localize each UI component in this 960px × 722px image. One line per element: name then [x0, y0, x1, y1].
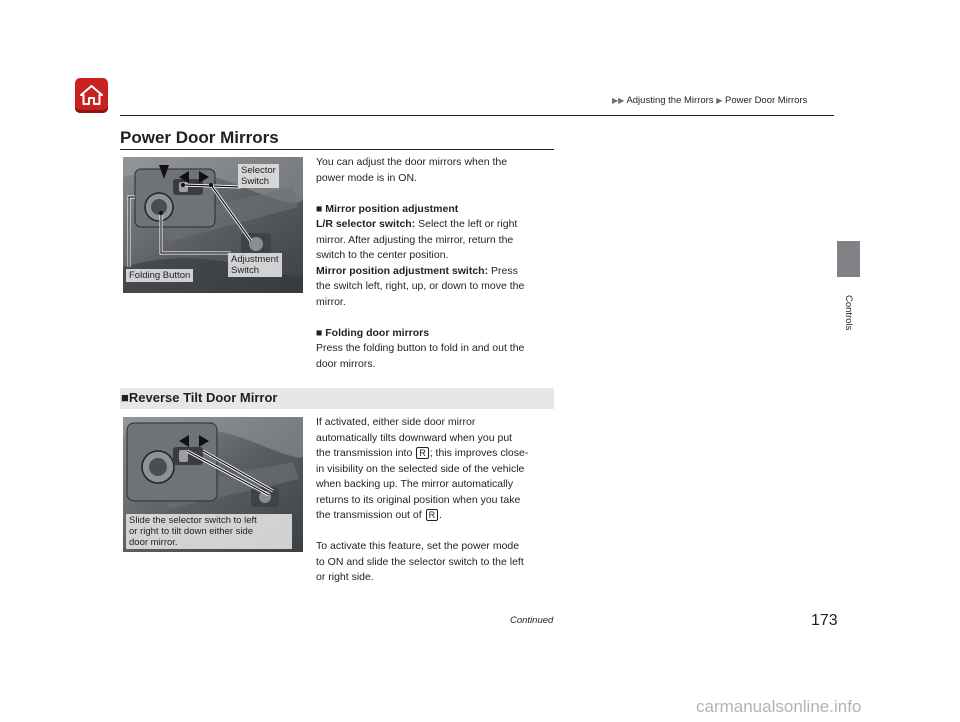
breadcrumb-item[interactable]: Power Door Mirrors — [725, 95, 808, 106]
body-line: L/R selector switch: Select the left or right — [316, 218, 518, 230]
square-bullet-icon: ■ — [316, 326, 323, 339]
selector-switch-callout: Selector Switch — [238, 164, 279, 188]
breadcrumb — [612, 95, 807, 106]
adjustment-switch-callout: Adjustment Switch — [228, 253, 282, 277]
title-rule — [120, 149, 554, 150]
body-line: mirror. After adjusting the mirror, return the — [316, 233, 514, 246]
body-line: Press the folding button to fold in and out the — [316, 342, 525, 354]
home-icon — [79, 83, 104, 107]
mirror-controls-figure — [123, 157, 303, 293]
body-line: to ON and slide the selector switch to the left — [316, 555, 524, 568]
body-line: To activate this feature, set the power mode — [316, 540, 520, 552]
triangle-right-icon: ▶ — [716, 96, 723, 105]
triangle-right-icon: ▶▶ — [612, 96, 625, 105]
square-bullet-icon: ■ — [316, 202, 323, 215]
side-tab-marker — [837, 241, 860, 277]
body-line: If activated, either side door mirror — [316, 416, 476, 428]
intro-line: power mode is in ON. — [316, 171, 417, 184]
reverse-gear-key: R — [416, 447, 429, 459]
body-line: Mirror position adjustment switch: Press — [316, 264, 518, 277]
slide-selector-callout: Slide the selector switch to left or right to tilt down either side door mirror. — [126, 514, 292, 549]
section2-text — [316, 415, 556, 586]
body-line: the switch left, right, up, or down to move the — [316, 280, 525, 292]
subheading-folding-mirrors: ■ Folding door mirrors — [316, 326, 430, 339]
header-rule — [120, 115, 834, 116]
folding-button-callout: Folding Button — [126, 269, 193, 282]
body-line: the transmission into R ; this improves close- — [316, 447, 529, 459]
section2-heading: ■Reverse Tilt Door Mirror — [121, 390, 278, 405]
body-line: returns to its original position when you take — [316, 493, 521, 506]
square-bullet-icon: ■ — [121, 390, 129, 405]
continued-label: Continued — [510, 615, 554, 626]
page-number: 173 — [811, 612, 838, 629]
intro-line: You can adjust the door mirrors when the — [316, 156, 508, 168]
body-line: or right side. — [316, 571, 374, 583]
reverse-tilt-figure — [123, 417, 303, 552]
page-title: Power Door Mirrors — [120, 128, 279, 147]
breadcrumb-item[interactable]: Adjusting the Mirrors — [626, 95, 714, 106]
side-tab-label[interactable]: Controls — [843, 295, 854, 331]
home-button[interactable] — [75, 78, 108, 113]
body-line: the transmission out of R . — [316, 509, 442, 521]
body-line: when backing up. The mirror automatically — [316, 478, 514, 490]
reverse-gear-key: R — [426, 509, 439, 521]
subheading-mirror-position: ■ Mirror position adjustment — [316, 202, 459, 215]
body-line: switch to the center position. — [316, 249, 449, 261]
body-line: in visibility on the selected side of the vehicle — [316, 462, 525, 475]
body-line: automatically tilts downward when you put — [316, 431, 513, 444]
section1-text — [316, 155, 556, 372]
body-line: door mirrors. — [316, 357, 376, 370]
watermark: carmanualsonline.info — [696, 697, 862, 716]
body-line: mirror. — [316, 295, 346, 308]
